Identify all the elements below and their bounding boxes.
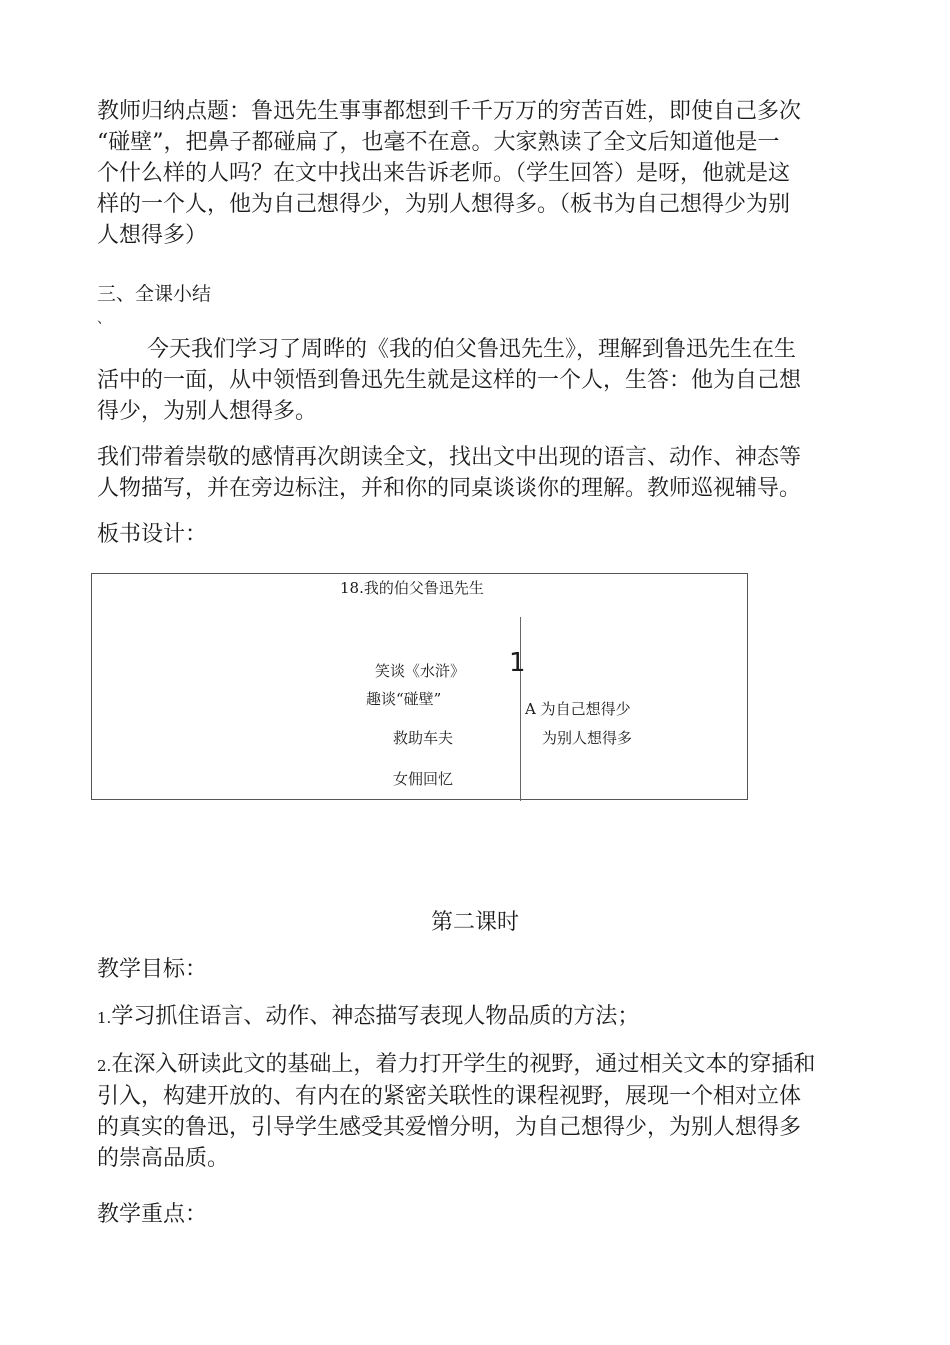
board-label: 板书设计： [97,522,208,547]
board-right-line2: 为别人想得多 [542,729,633,747]
lesson2-title: 第二课时 [430,910,519,935]
summary-line: 活中的一面，从中领悟到鲁迅先生就是这样的一个人，生答：他为自己想 [97,368,802,393]
focus-label: 教学重点： [97,1202,208,1227]
intro-line: 人想得多） [97,223,208,248]
goal-2-line: 的真实的鲁迅，引导学生感受其爱憎分明，为自己想得少，为别人想得多 [97,1115,802,1140]
goal-2-line: 引入，构建开放的、有内在的紧密关联性的课程视野，展现一个相对立体 [97,1084,802,1109]
section3-mark: 、 [97,311,111,327]
intro-line: 样的一个人，他为自己想得少，为别人想得多。（板书为自己想得少为别 [97,192,791,217]
board-left-item: 笑谈《水浒》 [375,662,466,680]
board-right-line1: A 为自己想得少 [525,700,631,718]
goal-1-number: 1. [97,1009,112,1027]
board-left-item: 趣谈“碰壁” [366,690,442,708]
goal-2-line [97,1050,815,1081]
reading-line: 我们带着崇敬的感情再次朗读全文，找出文中出现的语言、动作、神态等 [97,445,802,470]
intro-line: “碰壁”，把鼻子都碰扁了，也毫不在意。大家熟读了全文后知道他是一 [97,130,780,155]
board-left-item: 女佣回忆 [393,770,454,788]
goal-2-number: 2. [97,1057,112,1075]
goal-1 [97,1002,639,1033]
board-title: 18.我的伯父鲁迅先生 [340,579,484,597]
blackboard-design-box [91,573,748,800]
section3-heading: 三、全课小结 [97,283,212,305]
goal-2-line: 的崇高品质。 [97,1146,230,1171]
reading-line: 人物描写，并在旁边标注，并和你的同桌谈谈你的理解。教师巡视辅导。 [97,476,802,501]
goal-1-text: 学习抓住语言、动作、神态描写表现人物品质的方法； [111,1004,640,1029]
board-divider [520,617,521,801]
board-left-item: 救助车夫 [393,729,454,747]
intro-line: 个什么样的人吗？在文中找出来告诉老师。（学生回答）是呀，他就是这 [97,161,791,186]
goals-label: 教学目标： [97,957,208,982]
summary-line: 得少，为别人想得多。 [97,399,318,424]
summary-line: 今天我们学习了周晔的《我的伯父鲁迅先生》，理解到鲁迅先生在生 [147,337,797,362]
intro-line: 教师归纳点题：鲁迅先生事事都想到千千万万的穷苦百姓，即使自己多次 [97,99,802,124]
board-number: 1 [509,648,526,678]
goal-2-text: 在深入研读此文的基础上，着力打开学生的视野，通过相关文本的穿插和 [111,1052,816,1077]
